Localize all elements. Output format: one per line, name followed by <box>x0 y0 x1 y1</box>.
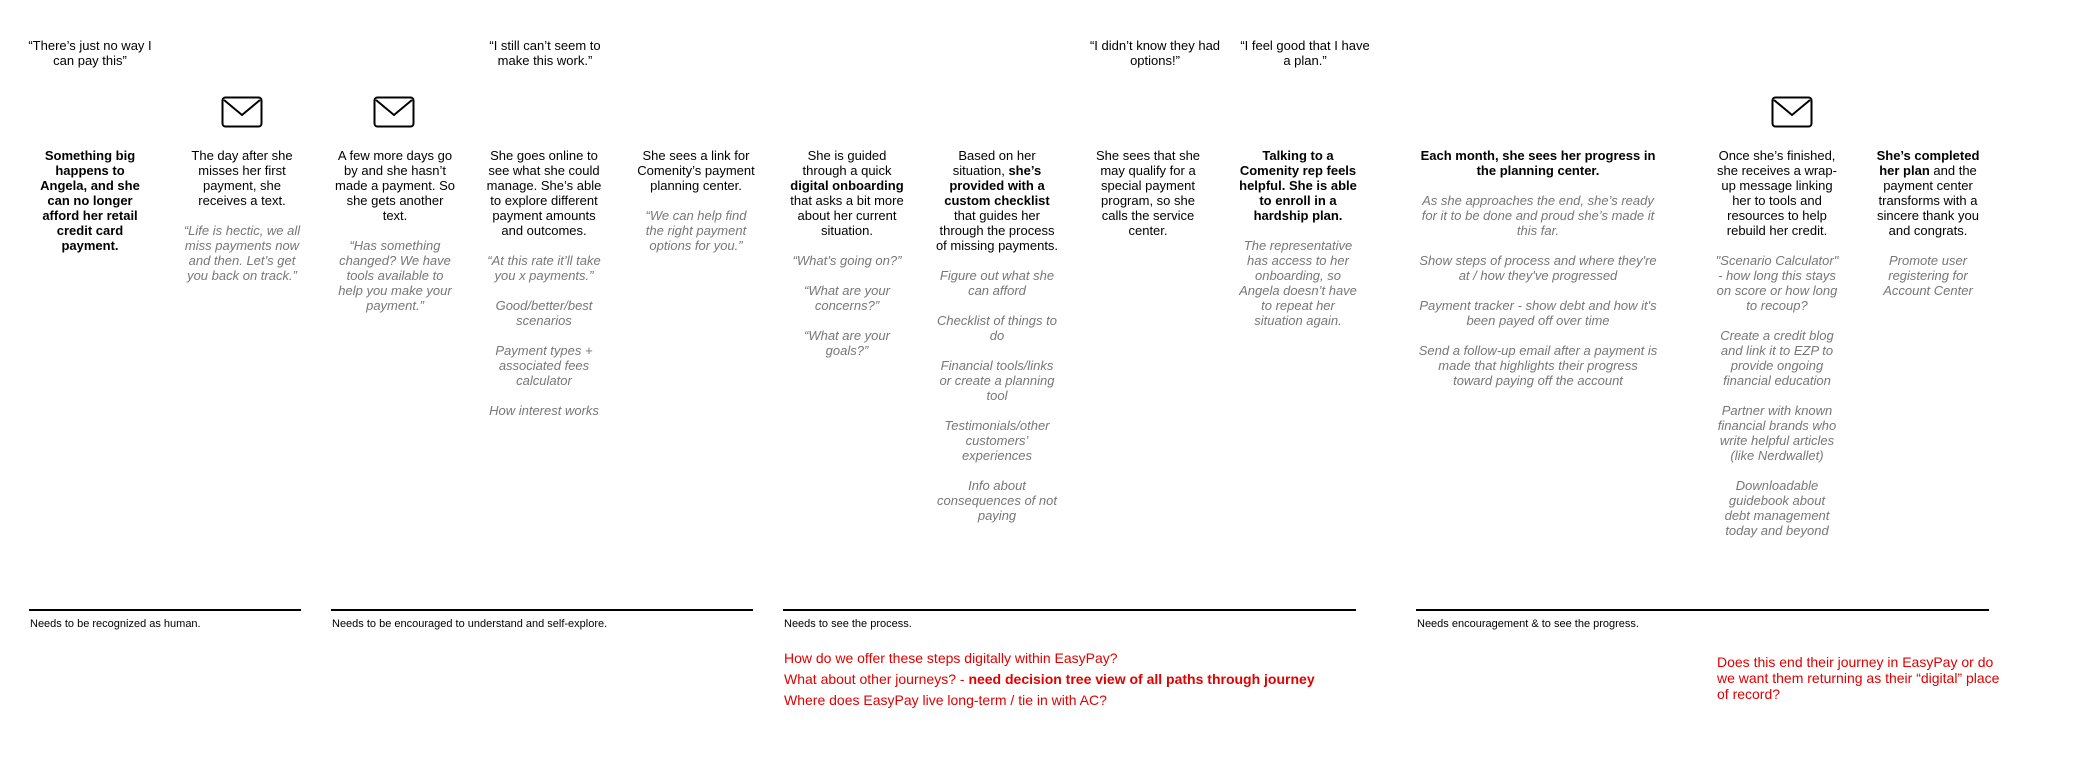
step-note: Good/better/best scenarios <box>495 298 593 328</box>
step-note: Info about consequences of not paying <box>937 478 1057 523</box>
step-note: Payment types + associated fees calculator <box>495 343 593 388</box>
step-custom-checklist <box>935 148 1059 523</box>
step-note: “Life is hectic, we all miss payments now and then. Let’s get you back on track.” <box>183 223 301 283</box>
step-note: Partner with known financial brands who write helpful articles (like Nerdwallet) <box>1717 403 1837 463</box>
step-text: that asks a bit more about her current situation. <box>790 193 904 238</box>
step-hardship-plan <box>1238 148 1358 328</box>
step-note: “What’s going on?” <box>792 253 902 268</box>
step-text: She sees a link for Comenity’s payment planning center. <box>637 148 755 193</box>
step-note: Show steps of process and where they're at / how they've progressed <box>1419 253 1657 283</box>
need-encouragement-progress: Needs encouragement & to see the progress. <box>1417 618 1639 630</box>
need-see-process: Needs to see the process. <box>784 618 912 630</box>
step-note: “Has something changed? We have tools available to help you make your payment.” <box>338 238 452 313</box>
step-note: The representative has access to her onboarding, so Angela doesn’t have to repeat her situation again. <box>1239 238 1357 328</box>
step-text: and the payment center transforms with a sincere thank you and congrats. <box>1877 163 1979 238</box>
step-note: Payment tracker - show debt and how it's been payed off over time <box>1419 298 1657 328</box>
step-note: "Scenario Calculator" - how long this stays on score or how long to recoup? <box>1715 253 1839 313</box>
step-note: Figure out what she can afford <box>939 268 1055 298</box>
quote-didnt-know-options: “I didn’t know they had options!” <box>1089 38 1221 68</box>
step-note: “We can help find the right payment options for you.” <box>645 208 747 253</box>
step-note: “What are your concerns?” <box>804 283 890 313</box>
step-text: Something big happens to Angela, and she can no longer afford her retail credit card payment. <box>40 148 140 253</box>
envelope-icon <box>373 96 415 128</box>
need-recognized-as-human: Needs to be recognized as human. <box>30 618 201 630</box>
question: What about other journeys? - need decision tree view of all paths through journey <box>784 671 1315 687</box>
step-something-big-happens <box>35 148 145 253</box>
step-note: Financial tools/links or create a planning tool <box>939 358 1055 403</box>
step-goes-online <box>484 148 604 418</box>
phase-divider <box>1416 609 1989 611</box>
step-text: A few more days go by and she hasn’t made a payment. So she gets another text. <box>335 148 455 223</box>
step-text: Once she’s finished, she receives a wrap-up message linking her to tools and resources to help rebuild her credit. <box>1717 148 1837 238</box>
envelope-icon <box>221 96 263 128</box>
step-text: She is guided through a quick <box>802 148 892 178</box>
step-text-bold: she’s provided with a custom checklist <box>944 163 1050 208</box>
step-text: The day after she misses her first payment, she receives a text. <box>191 148 293 208</box>
step-note: Promote user registering for Account Center <box>1883 253 1973 298</box>
envelope-icon <box>1771 96 1813 128</box>
step-planning-center-link <box>637 148 755 253</box>
step-text: Talking to a Comenity rep feels helpful. She is able to enroll in a hardship plan. <box>1239 148 1357 223</box>
step-note: “At this rate it’ll take you x payments.” <box>487 253 601 283</box>
phase-divider <box>29 609 301 611</box>
step-text: She sees that she may qualify for a special payment program, so she calls the service center. <box>1095 148 1201 238</box>
phase-divider <box>331 609 753 611</box>
step-note: How interest works <box>489 403 599 418</box>
step-note: As she approaches the end, she’s ready for it to be done and proud she’s made it this far. <box>1421 193 1655 238</box>
need-encouraged-self-explore: Needs to be encouraged to understand and self-explore. <box>332 618 608 630</box>
question: Does this end their journey in EasyPay or do we want them returning as their “digital” place of record? <box>1717 654 2000 702</box>
quote-cant-make-work: “I still can’t seem to make this work.” <box>489 38 601 68</box>
step-note: Downloadable guidebook about debt management today and beyond <box>1724 478 1830 538</box>
step-text: that guides her through the process of missing payments. <box>935 208 1059 253</box>
step-second-text <box>333 148 457 313</box>
step-digital-onboarding <box>785 148 909 358</box>
step-wrap-up-message <box>1715 148 1839 538</box>
open-question-end-journey <box>1717 654 2007 702</box>
step-note: Create a credit blog and link it to EZP to provide ongoing financial education <box>1720 328 1834 388</box>
step-text: She goes online to see what she could manage. She’s able to explore different payment amounts and outcomes. <box>486 148 602 238</box>
question: How do we offer these steps digitally within EasyPay? <box>784 650 1118 666</box>
step-first-text <box>182 148 302 283</box>
quote-no-way-to-pay: “There’s just no way I can pay this” <box>28 38 152 68</box>
step-text-bold: She’s completed her plan <box>1876 148 1980 178</box>
question: Where does EasyPay live long-term / tie in with AC? <box>784 692 1107 708</box>
step-note: Checklist of things to do <box>937 313 1057 343</box>
phase-divider <box>783 609 1356 611</box>
step-note: Send a follow-up email after a payment is made that highlights their progress toward paying off the account <box>1418 343 1658 388</box>
step-text: Each month, she sees her progress in the planning center. <box>1420 148 1656 178</box>
step-calls-service-center <box>1090 148 1206 238</box>
open-questions-process <box>784 648 1424 711</box>
step-note: Testimonials/other customers’ experiences <box>944 418 1050 463</box>
step-text-bold: digital onboarding <box>790 178 904 193</box>
step-completed-plan <box>1868 148 1988 298</box>
step-monthly-progress <box>1418 148 1658 388</box>
step-text: Based on her situation, <box>952 148 1036 178</box>
quote-feel-good-plan: “I feel good that I have a plan.” <box>1240 38 1370 68</box>
step-note: “What are your goals?” <box>804 328 890 358</box>
